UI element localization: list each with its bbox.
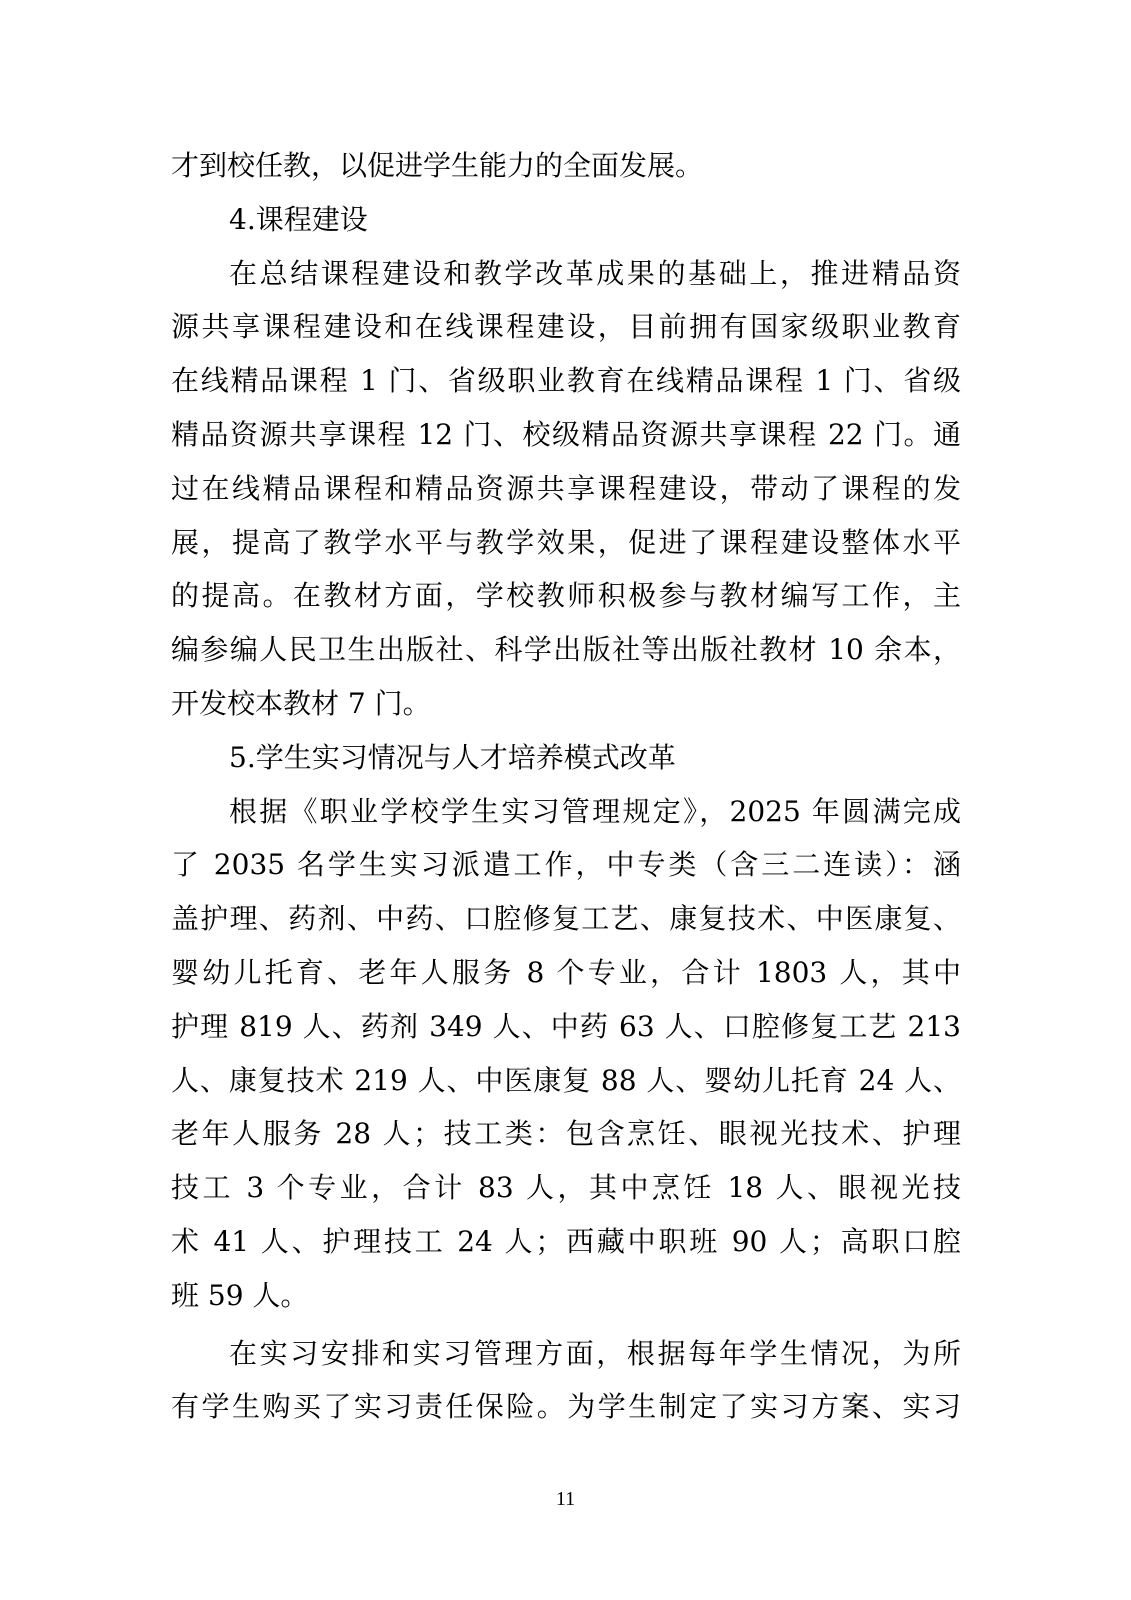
paragraph-line: 技工 3 个专业，合计 83 人，其中烹饪 18 人、眼视光技 — [171, 1171, 961, 1205]
paragraph-line: 源共享课程建设和在线课程建设，目前拥有国家级职业教育 — [171, 310, 961, 344]
paragraph-line: 在实习安排和实习管理方面，根据每年学生情况，为所 — [229, 1336, 961, 1370]
paragraph-line: 编参编人民卫生出版社、科学出版社等出版社教材 10 余本， — [171, 633, 961, 667]
page-number: 11 — [555, 1488, 576, 1510]
paragraph-line: 了 2035 名学生实习派遣工作，中专类（含三二连读）：涵 — [171, 848, 961, 882]
paragraph-line: 精品资源共享课程 12 门、校级精品资源共享课程 22 门。通 — [171, 417, 961, 451]
section-heading: 5.学生实习情况与人才培养模式改革 — [229, 740, 676, 774]
paragraph-line: 有学生购买了实习责任保险。为学生制定了实习方案、实习 — [171, 1390, 961, 1424]
paragraph-line: 开发校本教材 7 门。 — [171, 686, 431, 720]
paragraph-line: 的提高。在教材方面，学校教师积极参与教材编写工作，主 — [171, 579, 961, 613]
paragraph-line: 术 41 人、护理技工 24 人；西藏中职班 90 人；高职口腔 — [171, 1224, 961, 1258]
paragraph-line: 婴幼儿托育、老年人服务 8 个专业，合计 1803 人，其中 — [171, 955, 961, 989]
section-heading: 4.课程建设 — [229, 202, 368, 236]
paragraph-line: 根据《职业学校学生实习管理规定》，2025 年圆满完成 — [229, 794, 961, 828]
body-text — [171, 139, 961, 1434]
paragraph-line: 盖护理、药剂、中药、口腔修复工艺、康复技术、中医康复、 — [171, 902, 961, 936]
paragraph-line: 展，提高了教学水平与教学效果，促进了课程建设整体水平 — [171, 525, 961, 559]
paragraph-line: 班 59 人。 — [171, 1278, 309, 1312]
paragraph-line: 护理 819 人、药剂 349 人、中药 63 人、口腔修复工艺 213 — [171, 1009, 961, 1043]
paragraph-line: 才到校任教，以促进学生能力的全面发展。 — [171, 149, 704, 182]
paragraph-line: 在线精品课程 1 门、省级职业教育在线精品课程 1 门、省级 — [171, 364, 961, 398]
paragraph-line: 人、康复技术 219 人、中医康复 88 人、婴幼儿托育 24 人、 — [171, 1063, 961, 1097]
paragraph-line: 过在线精品课程和精品资源共享课程建设，带动了课程的发 — [171, 471, 961, 505]
paragraph-line: 在总结课程建设和教学改革成果的基础上，推进精品资 — [229, 256, 961, 290]
paragraph-line: 老年人服务 28 人；技工类：包含烹饪、眼视光技术、护理 — [171, 1117, 961, 1151]
